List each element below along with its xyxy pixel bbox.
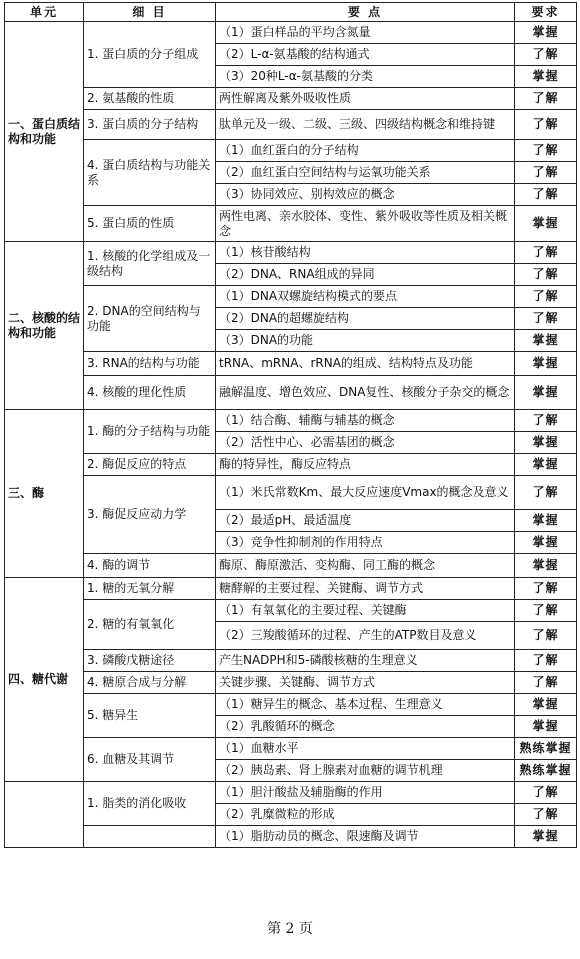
point-cell: （2）胰岛素、肾上腺素对血糖的调节机理 <box>216 760 515 782</box>
point-cell: （1）DNA双螺旋结构模式的要点 <box>216 286 515 308</box>
table-row <box>5 352 577 376</box>
table-row <box>5 782 577 804</box>
requirement-cell: 掌握 <box>515 532 577 554</box>
table-row <box>5 22 577 44</box>
point-cell: 两性解离及紫外吸收性质 <box>216 88 515 110</box>
requirement-cell: 掌握 <box>515 694 577 716</box>
point-cell: （2）L-α-氨基酸的结构通式 <box>216 44 515 66</box>
detail-cell: 4. 糖原合成与分解 <box>84 672 216 694</box>
point-cell: （3）竞争性抑制剂的作用特点 <box>216 532 515 554</box>
detail-cell: 4. 核酸的理化性质 <box>84 376 216 410</box>
table-row <box>5 578 577 600</box>
table-header-row <box>5 3 577 22</box>
table-row <box>5 410 577 432</box>
point-cell: （2）乳酸循环的概念 <box>216 716 515 738</box>
requirement-cell: 掌握 <box>515 716 577 738</box>
requirement-cell: 掌握 <box>515 376 577 410</box>
requirement-cell: 了解 <box>515 782 577 804</box>
syllabus-table <box>4 2 577 848</box>
detail-cell: 4. 酶的调节 <box>84 554 216 578</box>
table-row <box>5 738 577 760</box>
detail-cell: 3. 磷酸戊糖途径 <box>84 650 216 672</box>
point-cell: （2）DNA、RNA组成的异同 <box>216 264 515 286</box>
point-cell: （2）血红蛋白空间结构与运氧功能关系 <box>216 162 515 184</box>
point-cell: （1）蛋白样品的平均含氮量 <box>216 22 515 44</box>
point-cell: （1）有氧氧化的主要过程、关键酶 <box>216 600 515 622</box>
unit-cell: 一、蛋白质结构和功能 <box>5 22 84 242</box>
table-row <box>5 650 577 672</box>
table-row <box>5 206 577 242</box>
requirement-cell: 掌握 <box>515 66 577 88</box>
point-cell: 融解温度、增色效应、DNA复性、核酸分子杂交的概念 <box>216 376 515 410</box>
requirement-cell: 掌握 <box>515 554 577 578</box>
table-row <box>5 286 577 308</box>
requirement-cell: 掌握 <box>515 432 577 454</box>
point-cell: （1）胆汁酸盐及辅脂酶的作用 <box>216 782 515 804</box>
requirement-cell: 了解 <box>515 672 577 694</box>
requirement-cell: 了解 <box>515 110 577 140</box>
point-cell: （1）结合酶、辅酶与辅基的概念 <box>216 410 515 432</box>
detail-cell: 6. 血糖及其调节 <box>84 738 216 782</box>
point-cell: 产生NADPH和5-磷酸核糖的生理意义 <box>216 650 515 672</box>
table-row <box>5 376 577 410</box>
detail-cell: 1. 脂类的消化吸收 <box>84 782 216 826</box>
detail-cell: 2. DNA的空间结构与功能 <box>84 286 216 352</box>
table-row <box>5 600 577 622</box>
point-cell: 两性电离、亲水胶体、变性、紫外吸收等性质及相关概念 <box>216 206 515 242</box>
requirement-cell: 了解 <box>515 264 577 286</box>
detail-cell: 3. 酶促反应动力学 <box>84 476 216 554</box>
detail-cell: 2. 氨基酸的性质 <box>84 88 216 110</box>
table-row <box>5 554 577 578</box>
point-cell: （1）脂肪动员的概念、限速酶及调节 <box>216 826 515 848</box>
point-cell: （3）20种L-α-氨基酸的分类 <box>216 66 515 88</box>
table-row <box>5 88 577 110</box>
detail-cell: 1. 核酸的化学组成及一级结构 <box>84 242 216 286</box>
requirement-cell: 掌握 <box>515 454 577 476</box>
unit-cell <box>5 782 84 848</box>
requirement-cell: 了解 <box>515 140 577 162</box>
point-cell: （2）DNA的超螺旋结构 <box>216 308 515 330</box>
requirement-cell: 掌握 <box>515 352 577 376</box>
requirement-cell: 掌握 <box>515 510 577 532</box>
table-row <box>5 110 577 140</box>
point-cell: 酶原、酶原激活、变构酶、同工酶的概念 <box>216 554 515 578</box>
point-cell: （3）协同效应、别构效应的概念 <box>216 184 515 206</box>
detail-cell: 3. 蛋白质的分子结构 <box>84 110 216 140</box>
point-cell: （2）活性中心、必需基团的概念 <box>216 432 515 454</box>
detail-cell: 3. RNA的结构与功能 <box>84 352 216 376</box>
detail-cell: 5. 糖异生 <box>84 694 216 738</box>
point-cell: 酶的特异性，酶反应特点 <box>216 454 515 476</box>
detail-cell <box>84 826 216 848</box>
requirement-cell: 了解 <box>515 44 577 66</box>
requirement-cell: 掌握 <box>515 826 577 848</box>
detail-cell: 4. 蛋白质结构与功能关系 <box>84 140 216 206</box>
detail-cell: 1. 酶的分子结构与功能 <box>84 410 216 454</box>
header-unit: 单元 <box>5 3 84 22</box>
requirement-cell: 掌握 <box>515 22 577 44</box>
table-row <box>5 694 577 716</box>
point-cell: （3）DNA的功能 <box>216 330 515 352</box>
table-row <box>5 242 577 264</box>
requirement-cell: 了解 <box>515 578 577 600</box>
page-number: 第 2 页 <box>267 921 313 937</box>
detail-cell: 2. 糖的有氧氧化 <box>84 600 216 650</box>
table-row <box>5 672 577 694</box>
requirement-cell: 了解 <box>515 308 577 330</box>
requirement-cell: 了解 <box>515 622 577 650</box>
table-row <box>5 140 577 162</box>
requirement-cell: 了解 <box>515 476 577 510</box>
requirement-cell: 了解 <box>515 600 577 622</box>
requirement-cell: 熟练掌握 <box>515 738 577 760</box>
header-requirement: 要求 <box>515 3 577 22</box>
detail-cell: 1. 糖的无氧分解 <box>84 578 216 600</box>
requirement-cell: 掌握 <box>515 330 577 352</box>
requirement-cell: 了解 <box>515 184 577 206</box>
detail-cell: 1. 蛋白质的分子组成 <box>84 22 216 88</box>
detail-cell: 2. 酶促反应的特点 <box>84 454 216 476</box>
syllabus-body <box>5 22 577 848</box>
point-cell: （1）米氏常数Km、最大反应速度Vmax的概念及意义 <box>216 476 515 510</box>
requirement-cell: 了解 <box>515 88 577 110</box>
requirement-cell: 掌握 <box>515 206 577 242</box>
point-cell: 关键步骤、关键酶、调节方式 <box>216 672 515 694</box>
point-cell: （2）乳糜微粒的形成 <box>216 804 515 826</box>
point-cell: （1）核苷酸结构 <box>216 242 515 264</box>
unit-cell: 四、糖代谢 <box>5 578 84 782</box>
point-cell: （1）血糖水平 <box>216 738 515 760</box>
point-cell: （1）糖异生的概念、基本过程、生理意义 <box>216 694 515 716</box>
point-cell: 糖酵解的主要过程、关键酶、调节方式 <box>216 578 515 600</box>
requirement-cell: 了解 <box>515 286 577 308</box>
header-detail: 细 目 <box>84 3 216 22</box>
requirement-cell: 了解 <box>515 804 577 826</box>
point-cell: tRNA、mRNA、rRNA的组成、结构特点及功能 <box>216 352 515 376</box>
unit-cell: 二、核酸的结构和功能 <box>5 242 84 410</box>
point-cell: （1）血红蛋白的分子结构 <box>216 140 515 162</box>
detail-cell: 5. 蛋白质的性质 <box>84 206 216 242</box>
requirement-cell: 了解 <box>515 410 577 432</box>
table-row <box>5 826 577 848</box>
table-row <box>5 454 577 476</box>
unit-cell: 三、酶 <box>5 410 84 578</box>
requirement-cell: 了解 <box>515 650 577 672</box>
point-cell: （2）三羧酸循环的过程、产生的ATP数目及意义 <box>216 622 515 650</box>
requirement-cell: 了解 <box>515 162 577 184</box>
point-cell: （2）最适pH、最适温度 <box>216 510 515 532</box>
header-point: 要 点 <box>216 3 515 22</box>
requirement-cell: 了解 <box>515 242 577 264</box>
table-row <box>5 476 577 510</box>
point-cell: 肽单元及一级、二级、三级、四级结构概念和维持键 <box>216 110 515 140</box>
requirement-cell: 熟练掌握 <box>515 760 577 782</box>
